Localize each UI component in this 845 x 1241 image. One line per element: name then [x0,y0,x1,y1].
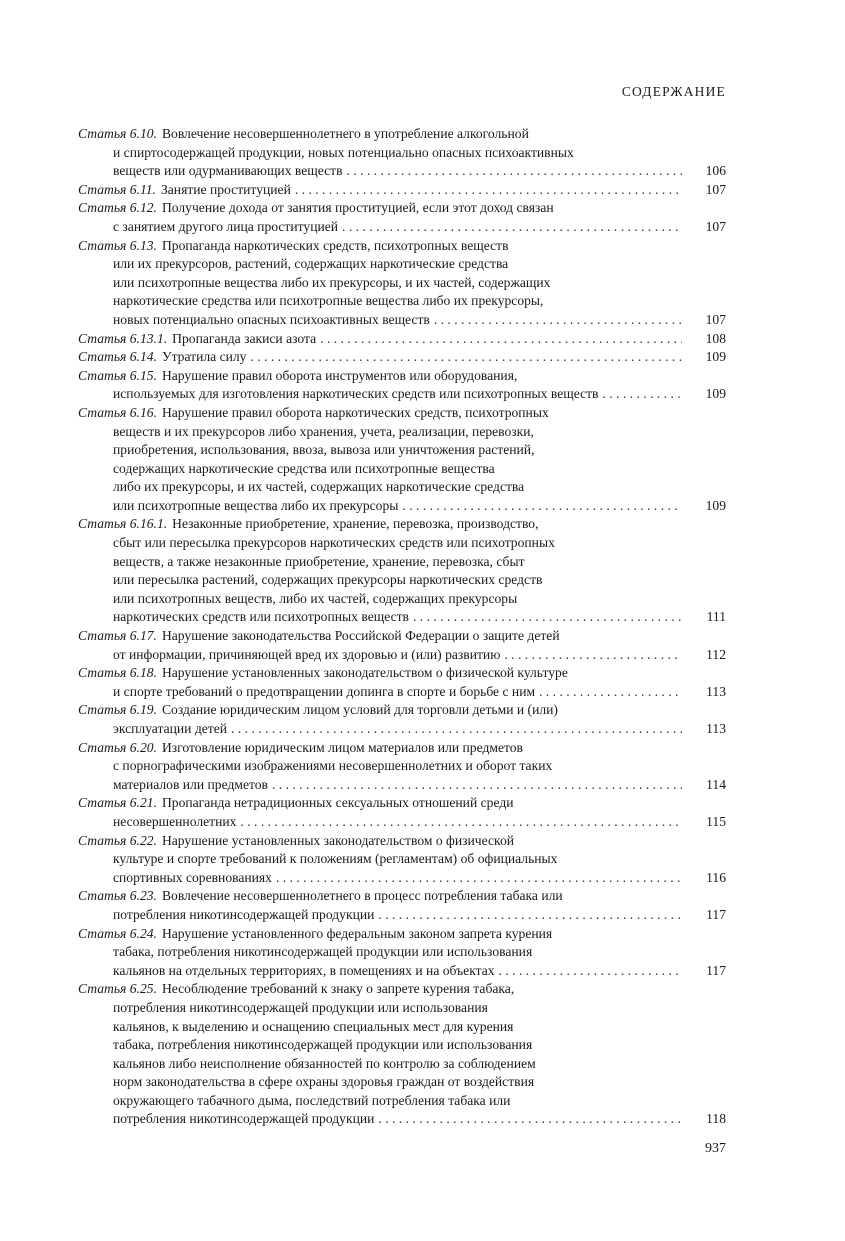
article-title-text: эксплуатации детей [113,721,228,736]
toc-entry [78,664,726,701]
article-number: Статья 6.18. [78,665,157,681]
toc-entry [78,794,726,831]
toc-entry-line [78,794,726,813]
toc-entry-line [78,850,726,869]
article-number: Статья 6.25. [78,981,157,997]
article-number: Статья 6.10. [78,126,157,141]
article-title-text: культуре и спорте требований к положениям (регламентам) об официальных [113,851,558,867]
page-reference: 109 [705,497,726,513]
toc-entry-line [78,980,726,999]
article-number: Статья 6.21. [78,795,157,811]
article-title-text: используемых для изготовления наркотических средств или психотропных веществ [113,386,599,402]
article-title-text: спортивных соревнованиях [113,869,272,885]
article-title-text: Нарушение установленных законодательством о физической культуре [161,665,568,681]
article-title-text: или пересылка растений, содержащих прекурсоры наркотических средств [113,572,543,588]
toc-entry-line [78,943,726,962]
toc-entry-line [78,813,726,832]
page-reference: 107 [705,218,726,234]
toc-entry-line [78,1036,726,1055]
article-title-text: сбыт или пересылка прекурсоров наркотических средств или психотропных [113,535,555,551]
toc-entry [78,832,726,888]
toc-entry-line [78,181,726,200]
article-title-text: Пропаганда наркотических средств, психотропных веществ [161,237,509,253]
page-reference: 113 [706,683,726,699]
article-number: Статья 6.22. [78,832,157,848]
toc-entry-line [78,757,726,776]
page-reference: 115 [706,813,726,829]
toc-entry [78,181,726,200]
dot-leader [504,646,682,665]
article-title-text: кальянов на отдельных территориях, в помещениях и на объектах [113,962,495,978]
article-number: Статья 6.19. [78,702,157,718]
page-reference: 107 [705,311,726,327]
article-title-text: потребления никотинсодержащей продукции [113,1111,375,1127]
dot-leader [342,218,682,237]
toc-entry-line [78,701,726,720]
page-reference: 109 [705,349,726,365]
toc-entry-line [78,423,726,442]
page-reference: 114 [706,776,726,792]
toc-entry-line [78,274,726,293]
article-number: Статья 6.20. [78,739,157,755]
toc-entry [78,367,726,404]
dot-leader [250,348,682,367]
article-title-text: Пропаганда нетрадиционных сексуальных отношений среди [161,795,514,811]
article-number: Статья 6.13.1. [78,330,168,346]
toc-entry-line [78,534,726,553]
toc-entry-line [78,739,726,758]
page-reference: 118 [706,1111,726,1127]
dot-leader [295,181,682,200]
article-title-text: Создание юридическим лицом условий для торговли детьми и (или) [161,702,558,718]
toc-entry-line [78,125,726,144]
article-title-text: Нарушение законодательства Российской Федерации о защите детей [161,628,560,644]
article-title-text: содержащих наркотические средства или психотропные вещества [113,460,495,476]
table-of-contents [78,125,726,1129]
toc-entry [78,627,726,664]
toc-entry-line [78,962,726,981]
toc-entry [78,701,726,738]
toc-entry-line [78,144,726,163]
article-title-text: и спорте требований о предотвращении допинга в спорте и борьбе с ним [113,683,536,699]
toc-entry [78,739,726,795]
toc-entry-line [78,1055,726,1074]
toc-entry-line [78,237,726,256]
article-title-text: Нарушение установленного федеральным законом запрета курения [161,925,553,941]
article-title-text: Утратила силу [161,349,247,365]
article-title-text: Занятие проституцией [160,181,291,197]
toc-entry-line [78,608,726,627]
article-title-text: или их прекурсоров, растений, содержащих наркотические средства [113,256,509,272]
toc-entry [78,125,726,181]
page-number: 937 [705,1141,726,1156]
article-title-text: веществ или одурманивающих веществ [113,163,343,179]
toc-entry-line [78,441,726,460]
page-reference: 117 [706,906,726,922]
article-title-text: Нарушение правил оборота наркотических средств, психотропных [161,404,549,420]
article-number: Статья 6.11. [78,181,156,197]
dot-leader [240,813,682,832]
article-title-text: наркотические средства или психотропные вещества либо их прекурсоры, [113,293,544,309]
article-title-text: табака, потребления никотинсодержащей продукции или использования [113,944,533,960]
toc-entry-line [78,478,726,497]
article-title-text: потребления никотинсодержащей продукции [113,906,375,922]
article-title-text: Нарушение правил оборота инструментов или оборудования, [161,367,518,383]
dot-leader [539,683,682,702]
toc-entry-line [78,571,726,590]
article-title-text: с занятием другого лица проституцией [113,218,339,234]
toc-entry-line [78,348,726,367]
article-title-text: окружающего табачного дыма, последствий потребления табака или [113,1092,511,1108]
article-number: Статья 6.17. [78,628,157,644]
article-title-text: материалов или предметов [113,776,268,792]
article-number: Статья 6.14. [78,349,157,365]
toc-entry-line [78,1018,726,1037]
toc-entry-line [78,832,726,851]
toc-entry-line [78,218,726,237]
dot-leader [378,1110,682,1129]
toc-entry-line [78,553,726,572]
article-title-text: Вовлечение несовершеннолетнего в употребление алкогольной [161,126,529,141]
toc-entry-line [78,869,726,888]
toc-entry [78,925,726,981]
toc-entry-line [78,906,726,925]
article-number: Статья 6.12. [78,200,157,216]
running-header: СОДЕРЖАНИЕ [621,84,726,99]
toc-entry-line [78,404,726,423]
article-title-text: от информации, причиняющей вред их здоровью и (или) развитию [113,646,501,662]
article-title-text: табака, потребления никотинсодержащей продукции или использования [113,1037,533,1053]
page-reference: 107 [705,181,726,197]
article-title-text: или психотропных веществ, либо их частей, содержащих прекурсоры [113,590,518,606]
dot-leader [378,906,682,925]
dot-leader [272,776,682,795]
article-title-text: Пропаганда закиси азота [172,330,317,346]
page-reference: 117 [706,962,726,978]
article-number: Статья 6.13. [78,237,157,253]
dot-leader [231,720,682,739]
article-number: Статья 6.15. [78,367,157,383]
page-reference: 106 [705,163,726,179]
article-title-text: приобретения, использования, ввоза, вывоза или уничтожения растений, [113,442,535,458]
article-title-text: Нарушение установленных законодательством о физической [161,832,515,848]
article-title-text: либо их прекурсоры, и их частей, содержащих наркотические средства [113,479,525,495]
toc-entry-line [78,887,726,906]
article-title-text: и спиртосодержащей продукции, новых потенциально опасных психоактивных [113,144,574,160]
toc-entry-line [78,292,726,311]
page-reference: 109 [705,386,726,402]
toc-entry-line [78,590,726,609]
article-number: Статья 6.23. [78,888,157,904]
toc-entry [78,887,726,924]
toc-entry [78,330,726,349]
toc-entry-line [78,646,726,665]
article-title-text: норм законодательства в сфере охраны здоровья граждан от воздействия [113,1074,535,1090]
toc-entry-line [78,664,726,683]
dot-leader [347,162,682,181]
toc-entry [78,980,726,1129]
article-title-text: Изготовление юридическим лицом материалов или предметов [161,739,523,755]
toc-entry [78,348,726,367]
toc-entry-line [78,925,726,944]
dot-leader [320,330,682,349]
toc-entry-line [78,330,726,349]
toc-entry [78,515,726,627]
toc-entry [78,404,726,516]
article-title-text: кальянов, к выделению и оснащению специальных мест для курения [113,1018,514,1034]
article-title-text: кальянов либо неисполнение обязанностей по контролю за соблюдением [113,1055,536,1071]
article-number: Статья 6.16. [78,404,157,420]
toc-entry-line [78,720,726,739]
toc-entry-line [78,460,726,479]
toc-entry [78,199,726,236]
article-number: Статья 6.24. [78,925,157,941]
toc-entry-line [78,776,726,795]
toc-entry-line [78,1110,726,1129]
dot-leader [602,385,682,404]
toc-entry-line [78,627,726,646]
toc-entry [78,237,726,330]
page-reference: 112 [706,646,726,662]
article-title-text: веществ, а также незаконные приобретение, хранение, перевозка, сбыт [113,553,525,569]
page-reference: 111 [706,609,726,625]
toc-entry-line [78,999,726,1018]
dot-leader [402,497,682,516]
article-title-text: или психотропные вещества либо их прекурсоры [113,497,399,513]
article-title-text: или психотропные вещества либо их прекурсоры, и их частей, содержащих [113,274,551,290]
article-title-text: с порнографическими изображениями несовершеннолетних и оборот таких [113,758,553,774]
article-title-text: Незаконные приобретение, хранение, перевозка, производство, [172,516,539,532]
dot-leader [276,869,682,888]
article-title-text: Вовлечение несовершеннолетнего в процесс потребления табака или [161,888,563,904]
dot-leader [499,962,682,981]
toc-entry-line [78,162,726,181]
article-title-text: Получение дохода от занятия проституцией, если этот доход связан [161,200,554,216]
article-title-text: новых потенциально опасных психоактивных веществ [113,311,430,327]
page-reference: 113 [706,721,726,736]
article-title-text: Несоблюдение требований к знаку о запрете курения табака, [161,981,515,997]
page-reference: 116 [706,869,726,885]
toc-entry-line [78,385,726,404]
article-number: Статья 6.16.1. [78,516,168,532]
article-title-text: наркотических средств или психотропных веществ [113,609,409,625]
toc-entry-line [78,683,726,702]
article-title-text: несовершеннолетних [113,813,237,829]
dot-leader [413,608,682,627]
toc-entry-line [78,515,726,534]
toc-entry-line [78,1073,726,1092]
toc-entry-line [78,311,726,330]
article-title-text: веществ и их прекурсоров либо хранения, учета, реализации, перевозки, [113,423,534,439]
toc-entry-line [78,1092,726,1111]
page-reference: 108 [705,330,726,346]
toc-entry-line [78,255,726,274]
dot-leader [434,311,682,330]
article-title-text: потребления никотинсодержащей продукции или использования [113,999,488,1015]
toc-entry-line [78,497,726,516]
toc-entry-line [78,199,726,218]
toc-entry-line [78,367,726,386]
